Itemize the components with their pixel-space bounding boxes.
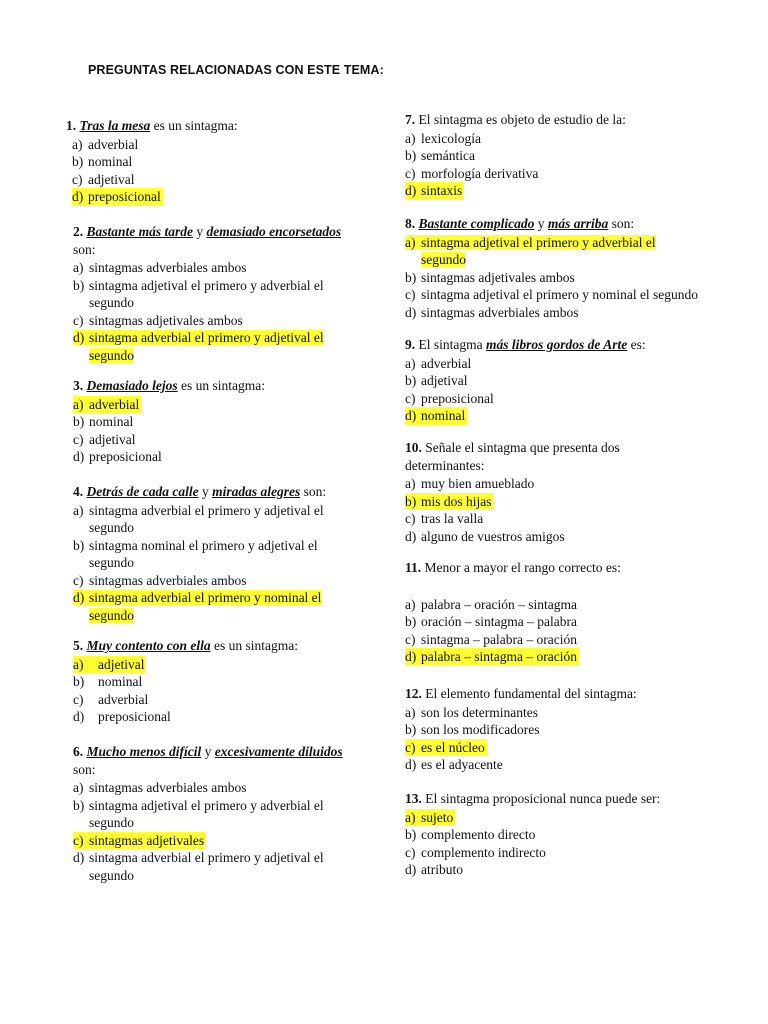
option-d[interactable]: d) sintagma adverbial el primero y adjetival el segundo: [73, 850, 324, 883]
question-1: [66, 117, 366, 206]
option-d-correct[interactable]: d) sintagma adverbial el primero y nominal el segundo: [73, 590, 322, 623]
option-b-correct[interactable]: b) mis dos hijas: [405, 493, 492, 509]
option-d[interactable]: d) preposicional: [73, 449, 162, 464]
option-c[interactable]: c) complemento indirecto: [405, 844, 546, 860]
option-a[interactable]: a) adverbial: [405, 355, 472, 371]
question-text: es un sintagma:: [150, 118, 238, 133]
option-c[interactable]: c) morfología derivativa: [405, 165, 539, 181]
option-d-correct[interactable]: d) sintaxis: [405, 183, 463, 198]
question-text: Señale el sintagma que presenta dos determinantes:: [405, 440, 620, 473]
question-number: 9.: [405, 337, 416, 352]
question-phrase: Bastante complicado: [418, 216, 535, 231]
question-text: y: [198, 484, 213, 499]
question-number: 12.: [405, 686, 422, 701]
question-number: 11.: [405, 560, 422, 575]
option-d[interactable]: d) preposicional: [73, 709, 171, 724]
question-phrase: demasiado encorsetados: [206, 224, 342, 239]
option-b[interactable]: b) semántica: [405, 148, 475, 163]
question-number: 7.: [405, 112, 416, 127]
question-text: es un sintagma:: [177, 378, 265, 393]
question-number: 8.: [405, 216, 416, 231]
question-text: son:: [608, 216, 635, 231]
page-title: PREGUNTAS RELACIONADAS CON ESTE TEMA:: [88, 63, 384, 77]
option-d-correct[interactable]: d) nominal: [405, 408, 466, 423]
option-d[interactable]: d) atributo: [405, 862, 463, 877]
option-a[interactable]: a) lexicología: [405, 130, 481, 146]
option-c[interactable]: c) adjetival: [72, 171, 135, 187]
option-a-correct[interactable]: a) adverbial: [73, 396, 140, 412]
question-text: son:: [73, 241, 96, 257]
option-c[interactable]: c) sintagma adjetival el primero y nominal el segundo: [405, 287, 699, 302]
option-a[interactable]: a) sintagmas adverbiales ambos: [73, 260, 247, 275]
question-9: [405, 336, 705, 425]
option-a-correct[interactable]: a) sintagma adjetival el primero y adverbial el segundo: [405, 234, 656, 267]
option-b[interactable]: b) sintagma nominal el primero y adjetival el segundo: [73, 537, 318, 570]
option-b[interactable]: b) sintagma adjetival el primero y adverbial el segundo: [73, 797, 324, 830]
option-a[interactable]: a) muy bien amueblado: [405, 476, 535, 491]
option-c[interactable]: c) sintagmas adverbiales ambos: [73, 572, 247, 588]
question-phrase: más libros gordos de Arte: [486, 337, 628, 352]
question-number: 3.: [73, 378, 84, 393]
question-3: [73, 377, 363, 466]
option-a-correct[interactable]: a) sujeto: [405, 809, 454, 825]
question-number: 1.: [66, 118, 77, 133]
option-a[interactable]: a) sintagmas adverbiales ambos: [73, 780, 247, 795]
question-text: El elemento fundamental del sintagma:: [421, 686, 637, 701]
question-text: Menor a mayor el rango correcto es:: [421, 560, 621, 575]
question-11: [405, 559, 705, 666]
question-6: [73, 743, 363, 884]
question-text: y: [534, 216, 548, 231]
option-c[interactable]: c) sintagmas adjetivales ambos: [73, 312, 243, 328]
option-a-correct[interactable]: a) adjetival: [73, 656, 145, 672]
option-b[interactable]: b) son los modificadores: [405, 722, 540, 737]
question-number: 10.: [405, 440, 422, 455]
question-number: 13.: [405, 791, 422, 806]
question-text: El sintagma: [415, 337, 486, 352]
option-c-correct[interactable]: c) sintagmas adjetivales: [73, 832, 205, 848]
option-b[interactable]: b) adjetival: [405, 373, 468, 388]
question-number: 2.: [73, 224, 84, 239]
option-b[interactable]: b) sintagmas adjetivales ambos: [405, 269, 575, 285]
option-d-correct[interactable]: d) preposicional: [72, 189, 161, 204]
question-10: [405, 439, 650, 545]
question-number: 5.: [73, 638, 84, 653]
option-d-correct[interactable]: d) palabra – sintagma – oración: [405, 649, 577, 664]
question-4: [73, 483, 363, 624]
question-text: El sintagma proposicional nunca puede ser:: [421, 791, 661, 806]
question-8: [405, 215, 745, 321]
question-number: 6.: [73, 744, 84, 759]
option-b[interactable]: b) oración – sintagma – palabra: [405, 614, 577, 629]
question-phrase: Bastante más tarde: [86, 224, 194, 239]
question-phrase: excesivamente diluidos: [214, 744, 343, 759]
question-phrase: miradas alegres: [212, 484, 301, 499]
question-text: es un sintagma:: [210, 638, 298, 653]
question-phrase: más arriba: [547, 216, 609, 231]
question-text: son:: [300, 484, 327, 499]
question-phrase: Detrás de cada calle: [86, 484, 199, 499]
question-text: y: [193, 224, 207, 239]
question-7: [405, 111, 705, 200]
option-b[interactable]: b) complemento directo: [405, 827, 536, 842]
question-number: 4.: [73, 484, 84, 499]
question-text: es:: [627, 337, 646, 352]
question-12: [405, 685, 705, 774]
question-phrase: Demasiado lejos: [86, 378, 178, 393]
option-a[interactable]: a) sintagma adverbial el primero y adjetival el segundo: [73, 502, 324, 535]
option-d[interactable]: d) sintagmas adverbiales ambos: [405, 304, 579, 320]
option-c[interactable]: c) adverbial: [73, 691, 149, 707]
option-a[interactable]: a) adverbial: [72, 136, 139, 152]
question-2: [73, 223, 363, 364]
option-c[interactable]: c) preposicional: [405, 390, 494, 406]
option-c[interactable]: c) sintagma – palabra – oración: [405, 631, 577, 647]
question-text: y: [201, 744, 215, 759]
question-text: El sintagma es objeto de estudio de la:: [415, 112, 626, 127]
option-b[interactable]: b) nominal: [73, 414, 134, 429]
option-c[interactable]: c) tras la valla: [405, 511, 484, 526]
question-5: [73, 637, 363, 726]
option-d-correct[interactable]: d) sintagma adverbial el primero y adjetival el segundo: [73, 330, 324, 363]
option-d[interactable]: d) es el adyacente: [405, 757, 503, 772]
option-c[interactable]: c) adjetival: [73, 431, 136, 447]
option-a[interactable]: a) son los determinantes: [405, 704, 538, 720]
option-c-correct[interactable]: c) es el núcleo: [405, 739, 485, 755]
option-a[interactable]: a) palabra – oración – sintagma: [405, 596, 577, 612]
option-b[interactable]: b) nominal: [73, 674, 143, 689]
question-phrase: Tras la mesa: [79, 118, 151, 133]
question-13: [405, 790, 705, 879]
option-b[interactable]: b) nominal: [72, 154, 133, 169]
question-phrase: Muy contento con ella: [86, 638, 211, 653]
question-text: son:: [73, 761, 96, 777]
option-d[interactable]: d) alguno de vuestros amigos: [405, 528, 565, 544]
question-phrase: Mucho menos difícil: [86, 744, 202, 759]
option-b[interactable]: b) sintagma adjetival el primero y adverbial el segundo: [73, 277, 324, 310]
